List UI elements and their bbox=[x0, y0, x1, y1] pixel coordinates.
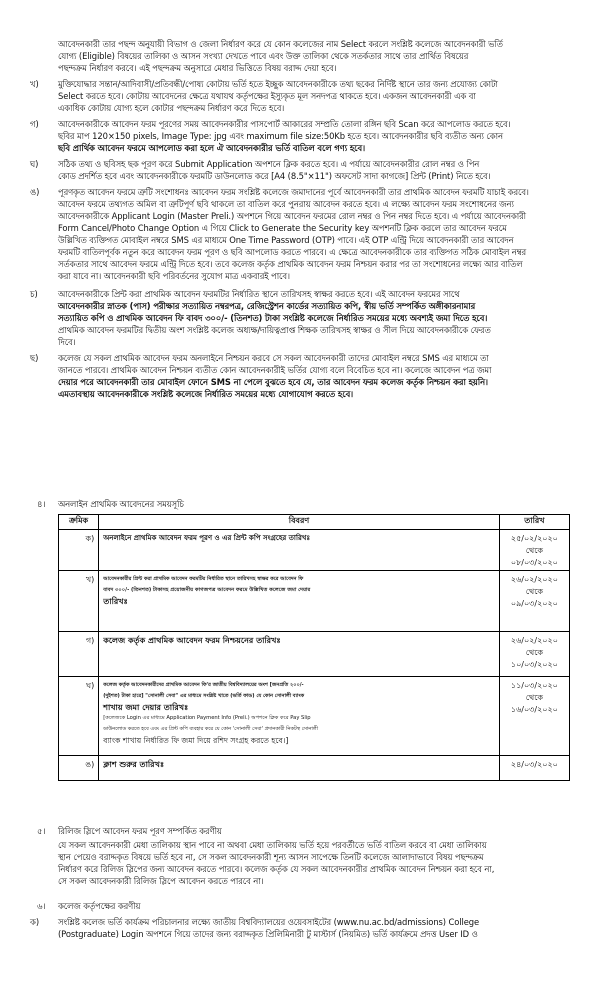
item-cha-line-4: এমতাবস্থায় আবেদনকারীকে সংশ্লিষ্ট কলেজে নির্ধারিত সময়ের মধ্যে যোগাযোগ করতে হবে। bbox=[58, 389, 354, 399]
row-date-line: থেকে bbox=[525, 693, 544, 702]
row-date-line: ২৪/০৩/২০২০ bbox=[510, 760, 558, 769]
item-ga-line-2: ছবির মাপ 120×150 pixels, Image Type: jpg এবং maximum file size:50Kb হতে হবে। আবেদনকারীর ছবি ব্যতীত অন্য কোন bbox=[58, 131, 503, 141]
item-ca-line-1: আবেদনকারীকে প্রিন্ট করা প্রাথমিক আবেদন ফরমটির নির্ধারিত স্থানে তারিখসহ স্বাক্ষর করতে হবে। এই আবেদন ফরমের সাথে bbox=[58, 289, 460, 299]
item-uma-line-8: করা যাবে না। আবেদনকারী ছবি পরিবর্তনের সুযোগ মাত্র একবারই পাবে। bbox=[58, 271, 290, 281]
row-date-line: ২৬/০২/২০২০ bbox=[510, 636, 558, 645]
row-date bbox=[499, 632, 569, 677]
item-cha-line-3: দেয়ার পরে আবেদনকারী তার মোবাইল ফোনে SMS না পেলে বুঝতে হবে যে, তার আবেদন ফরম কলেজ কর্তৃক নিশ্চয়ন করা হয়নি। bbox=[58, 377, 488, 387]
row-description bbox=[99, 756, 500, 781]
item-ca-line-4: প্রাথমিক আবেদন ফরমটির দ্বিতীয় অংশ সংশ্লিষ্ট কলেজ অধ্যক্ষ/দায়িত্বপ্রাপ্ত শিক্ষক তারিখসহ স্বাক্ষর ও সীল দিয়ে আবেদনকারীকে ফেরত bbox=[58, 325, 491, 335]
schedule-table bbox=[58, 514, 570, 781]
row-date bbox=[499, 677, 569, 756]
section5-line-3: নির্ধারণ করে রিলিজ স্লিপের জন্য আবেদন করতে পারবে। কলেজ কর্তৃক যে সকল আবেদনকারীর প্রাথমিক আবেদন নিশ্চয়ন করা হবে না, bbox=[58, 864, 495, 874]
section6-heading: কলেজ কর্তৃপক্ষের করণীয় bbox=[58, 901, 141, 911]
section4-heading: অনলাইন প্রাথমিক আবেদনের সময়সূচি bbox=[58, 499, 184, 509]
row-description-line: শাখায় জমা দেয়ার তারিখঃ bbox=[103, 703, 189, 712]
row-description-line: কলেজ কর্তৃক প্রাথমিক আবেদন ফরম নিশ্চয়নের তারিখঃ bbox=[103, 636, 281, 645]
header-date: তারিখ bbox=[499, 515, 569, 530]
row-description-line: ক্লাশ শুরুর তারিখঃ bbox=[103, 760, 165, 769]
row-description bbox=[99, 571, 500, 632]
row-serial: খ) bbox=[59, 571, 99, 632]
row-serial: ক) bbox=[59, 530, 99, 571]
row-date-line: ২৬/০২/২০২০ bbox=[510, 575, 558, 584]
section6-line-2: (Postgraduate) Login অপশনে গিয়ে তাদের জন্য বরাদ্দকৃত প্রিলিমিনারী টু মাস্টার্স (নিয়মিত) ভর্তি কার্যক্রমে প্রদত্ত User ID ও bbox=[58, 929, 478, 939]
item-gha-marker: ঘ) bbox=[30, 159, 39, 169]
item-gha-line-2: কোড প্রদর্শিত হবে এবং আবেদনকারীকে ফরমটি ডাউনলোড করে [A4 (8.5"×11") অফসেট সাদা কাগজে] প্রিন্ট (Print) নিতে হবে। bbox=[58, 171, 491, 181]
item-cha-marker: ছ) bbox=[30, 353, 39, 363]
row-date-line: ০৯/০৩/২০২০ bbox=[510, 599, 558, 608]
table-row bbox=[59, 632, 570, 677]
row-description-line: (দুইশত) টাকা হারে] "সোনালী সেবা" এর মাধ্যমে সংশ্লিষ্ট খাতে (ভর্তি ফান্ড) যে কোন সোনালী ব্যাংক bbox=[103, 693, 305, 699]
item-uma-marker: ঙ) bbox=[30, 187, 40, 197]
section5-line-4: সে সকল আবেদনকারী রিলিজ স্লিপে আবেদন করতে পারবে না। bbox=[58, 876, 264, 886]
table-row bbox=[59, 530, 570, 571]
section5-marker: ৫। bbox=[37, 826, 46, 836]
item-kha-line-2: Select করতে হবে। কোটায় আবেদনের ক্ষেত্রে যথাযথ কর্তৃপক্ষের ইস্যুকৃত মূল সনদপত্র থাকতে হবে। একজন আবেদনকারী এক বা bbox=[58, 91, 476, 101]
section5-line-2: স্থান পেয়েও বরাদ্দকৃত বিষয়ে ভর্তি হবে না, সে সকল আবেদনকারী শূন্য আসন সাপেক্ষে তিনটি কলেজে আলাদাভাবে বিষয় পছন্দক্রম bbox=[58, 852, 484, 862]
table-row bbox=[59, 756, 570, 781]
row-description bbox=[99, 632, 500, 677]
row-date-line: ১৬/০৩/২০২০ bbox=[510, 705, 558, 714]
row-note-line: [কলেজকে Login এর মাধ্যমে Application Payment Info (Preli.) অপশনে ক্লিক করে Pay Slip bbox=[103, 715, 311, 721]
item-uma-line-5: উল্লিখিত ব্যক্তিগত মোবাইল নম্বরে SMS এর মাধ্যমে One Time Password (OTP) পাবে। এই OTP এন্ট্রি দিয়ে আবেদনকারী তার আবেদন bbox=[58, 235, 514, 245]
table-row bbox=[59, 571, 570, 632]
section6-marker: ৬। bbox=[37, 901, 46, 911]
item-uma-line-3: আবেদনকারীকে Applicant Login (Master Preli.) অপশনে গিয়ে আবেদন ফরমের রোল নম্বর ও পিন নম্বর দিতে হবে। এ পর্যায়ে আবেদনকারী bbox=[58, 211, 526, 221]
item-cha-line-2: জানতে পারবে। প্রাথমিক আবেদন নিশ্চয়ন ব্যতীত কোন আবেদনকারীই ভর্তির যোগ্য বলে বিবেচিত হবে না। কলেজে আবেদন পত্র জমা bbox=[58, 365, 492, 375]
item-ca-line-5: দিবে। bbox=[58, 337, 76, 347]
item-ca-line-3: সত্যায়িত কপি ও প্রাথমিক আবেদন ফি বাবদ ৩০০/- (তিনশত) টাকা সংশ্লিষ্ট কলেজে নির্ধারিত সময়ের মধ্যে অবশ্যই জমা দিতে হবে। bbox=[58, 313, 488, 323]
item-uma-line-6: ফরমটি বাতিলপূর্বক নতুন করে আবেদন ফরম পূরণ ও ছবি আপলোড করতে পারবে। এ ক্ষেত্রে আবেদনকারীকে তার ব্যক্তিগত সঠিক মোবাইল নম্বর bbox=[58, 247, 527, 257]
item-ga-line-1: আবেদনকারীকে আবেদন ফরম পূরণের সময় আবেদনকারীর পাসপোর্ট আকারের সম্প্রতি তোলা রঙ্গিন ছবি Scan করে আপলোড করতে হবে। bbox=[58, 119, 511, 129]
item-uma-line-2: আবেদন ফরমে তথ্যগত অমিল বা ত্রুটিপূর্ণ ছবি থাকলে তা বাতিল করে পুনরায় আবেদন করতে হবে। এ লক্ষ্যে আবেদন ফরম সংশোধনের জন্য bbox=[58, 199, 514, 209]
intro-line-2: যোগ্য (Eligible) বিষয়ের তালিকা ও আসন সংখ্যা দেখতে পাবে এবং উক্ত তালিকা থেকে সতর্কতার সাথে তার প্রার্থিত বিষয়ের bbox=[58, 51, 469, 61]
section5-line-1: যে সকল আবেদনকারী মেধা তালিকায় স্থান পাবে না অথবা মেধা তালিকায় ভর্তি হয়ে পরবর্তীতে ভর্তি বাতিল করবে বা মেধা তালিকায় bbox=[58, 840, 487, 850]
section4-marker: ৪। bbox=[37, 499, 46, 509]
row-date bbox=[499, 571, 569, 632]
row-date bbox=[499, 756, 569, 781]
row-description-line: তারিখঃ bbox=[103, 597, 128, 606]
table-row bbox=[59, 677, 570, 756]
item-ca-marker: চ) bbox=[30, 289, 38, 299]
row-description bbox=[99, 677, 500, 756]
row-description bbox=[99, 530, 500, 571]
row-note-line: ব্যাংক শাখায় নির্ধারিত ফি জমা দিয়ে রশিদ সংগ্রহ করতে হবে।] bbox=[103, 736, 289, 745]
item-cha-line-1: কলেজ যে সকল প্রাথমিক আবেদন ফরম অনলাইনে নিশ্চয়ন করবে সে সকল আবেদনকারী তাদের মোবাইল নম্বরে SMS এর মাধ্যমে তা bbox=[58, 353, 489, 363]
intro-line-3: পছন্দক্রম নির্ধারণ করবে। এই পছন্দক্রম অনুসারে মেধার ভিত্তিতে বিষয় বরাদ্দ দেয়া হবে। bbox=[58, 63, 337, 73]
item-uma-line-4: Form Cancel/Photo Change Option এ গিয়ে Click to Generate the Security key অপশনটি ক্লিক করলে তার আবেদন ফরমে bbox=[58, 223, 507, 233]
table-header-row bbox=[59, 515, 570, 530]
header-description: বিবরণ bbox=[99, 515, 500, 530]
row-description-line: কলেজ কর্তৃক আবেদনকারীদের প্রাথমিক আবেদন ফি'র জাতীয় বিশ্ববিদ্যালয়ের অংশ [জনপ্রতি ২০০/- bbox=[103, 682, 304, 688]
row-date-line: ১০/০৩/২০২০ bbox=[510, 660, 558, 669]
row-date-line: থেকে bbox=[525, 648, 544, 657]
row-date bbox=[499, 530, 569, 571]
item-uma-line-1: পূরণকৃত আবেদন ফরমে ত্রুটি সংশোধনঃ আবেদন ফরম সংশ্লিষ্ট কলেজে জমাদানের পূর্বে আবেদনকারী তার প্রাথমিক আবেদন ফরমটি যাচাই করবে। bbox=[58, 187, 529, 197]
item-ga-marker: গ) bbox=[30, 119, 39, 129]
item-kha-line-1: মুক্তিযোদ্ধার সন্তান/আদিবাসী/প্রতিবন্ধী/পোষ্য কোটায় ভর্তি হতে ইচ্ছুক আবেদনকারীকে তথ্য ছকের নির্দিষ্ট স্থানে তার জন্য প্রযোজ্য কোটা bbox=[58, 79, 498, 89]
row-serial: গ) bbox=[59, 632, 99, 677]
row-description-line: বাবদ ৩০০/- (তিনশত) টাকাসহ প্রয়োজনীয় কাগজপত্র আবেদন ফরমে উল্লিখিত কলেজে জমা দেয়ার bbox=[103, 587, 311, 593]
section6-item-marker: ক) bbox=[30, 917, 40, 927]
item-kha-line-3: একাধিক কোটায় যোগ্য হলে কোটার পছন্দক্রম নির্ধারণ করে দিতে হবে। bbox=[58, 103, 285, 113]
row-note-line: ডাউনলোড করতে হবে এবং এর প্রিন্ট কপি ব্যবহার করে যে কোন 'সোনালী সেবা' প্রদানকারী নিকটস্থ সোনালী bbox=[103, 726, 318, 732]
row-date-line: ০৮/০৩/২০২০ bbox=[510, 558, 558, 567]
row-description-line: অনলাইনে প্রাথমিক আবেদন ফরম পূরণ ও এর প্রিন্ট কপি সংগ্রহের তারিখঃ bbox=[103, 534, 311, 542]
header-serial: ক্রমিক bbox=[59, 515, 99, 530]
item-uma-line-7: সর্তকতার সাথে আবেদন ফরমে এন্ট্রি দিতে হবে। তবে কলেজ কর্তৃক প্রাথমিক আবেদন ফরম নিশ্চয়ন করার পর তা সংশোধনের লক্ষ্যে আর বাতিল bbox=[58, 259, 523, 269]
item-ca-line-2: আবেদনকারীর স্নাতক (পাস) পরীক্ষার সত্যায়িত নম্বরপত্র, রেজিস্ট্রেশন কার্ডের সত্যায়িত কপি, স্বীয় ভর্তি সম্পর্কিত অঙ্গীকারনামার bbox=[58, 301, 476, 311]
row-serial: ঙ) bbox=[59, 756, 99, 781]
section6-line-1: সংশ্লিষ্ট কলেজ ভর্তি কার্যক্রম পরিচালনার লক্ষ্যে জাতীয় বিশ্ববিদ্যালয়ের ওয়েবসাইটের (www.nu.ac.bd/admissions) College bbox=[58, 917, 480, 927]
item-gha-line-1: সঠিক তথ্য ও ছবিসহ ছক পূরণ করে Submit Application অপশনে ক্লিক করতে হবে। এ পর্যায়ে আবেদনকারীর রোল নম্বর ও পিন bbox=[58, 159, 480, 169]
row-date-line: ২৫/০২/২০২০ bbox=[510, 534, 558, 543]
row-date-line: থেকে bbox=[525, 587, 544, 596]
intro-line-1: আবেদনকারী তার পছন্দ অনুযায়ী বিভাগ ও জেলা নির্ধারণ করে যে কোন কলেজের নাম Select করলে সংশ্লিষ্ট কলেজে আবেদনকারী ভর্তি bbox=[58, 39, 503, 49]
row-description-line: আবেদনকারীর প্রিন্ট করা প্রাথমিক আবেদন ফরমটির নির্ধারিত স্থানে তারিখসহ স্বাক্ষর করে আবেদন ফি bbox=[103, 576, 304, 582]
row-date-line: ১১/০৩/২০২০ bbox=[510, 681, 558, 690]
row-date-line: থেকে bbox=[525, 546, 544, 555]
row-serial: ঘ) bbox=[59, 677, 99, 756]
item-kha-marker: খ) bbox=[30, 79, 39, 89]
item-ga-line-3: ছবি প্রার্থিক আবেদন ফরমে আপলোড করা হলে ঐ আবেদনকারীর ভর্তি বাতিল বলে গণ্য হবে। bbox=[58, 143, 366, 153]
section5-heading: রিলিজ স্লিপে আবেদন ফরম পূরণ সম্পর্কিত করণীয় bbox=[58, 826, 222, 836]
